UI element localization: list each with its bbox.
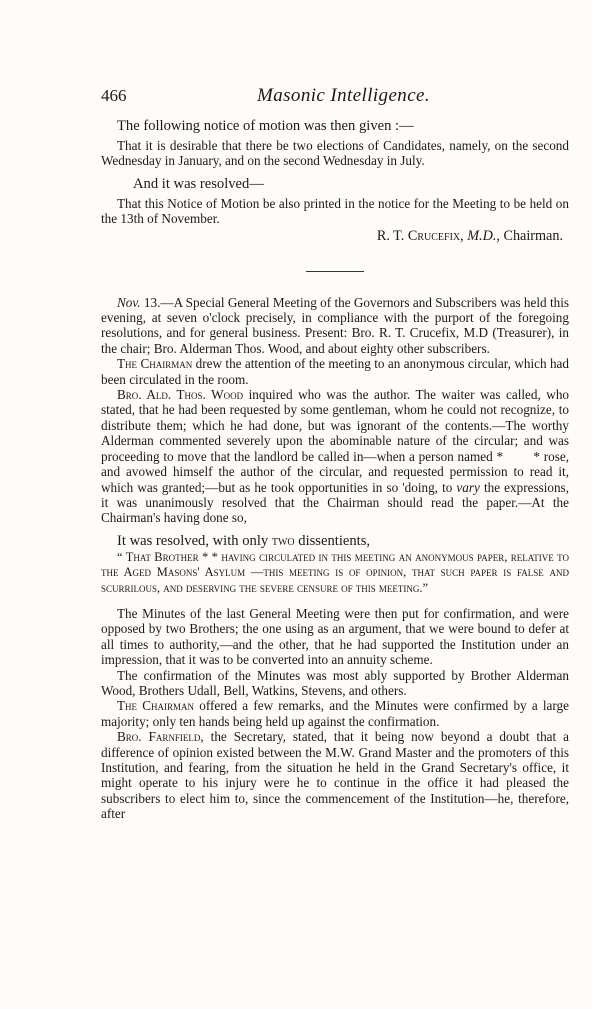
text-body xyxy=(101,117,569,822)
resolved-two-paragraph xyxy=(101,532,569,550)
page-number: 466 xyxy=(101,86,127,105)
wood-emphasis: vary xyxy=(456,479,480,495)
chairman2-lead: The Chairman xyxy=(117,698,195,714)
confirmation-paragraph: The confirmation of the Minutes was most ably supported by Brother Alderman Wood, Brothers Udall, Bell, Watkins, Stevens, and others. xyxy=(101,667,569,698)
running-title: Masonic Intelligence. xyxy=(257,85,431,106)
farnfield-text: the Secretary, stated, that it being now beyond a doubt that a difference of opinion existed between the M.W. Grand Master and the promoters of this Institution, and fearing, from the situation he held in the Grand Secretary's office, it might operate to his injury were he to continue in the office it had pleased the subscribers to elect him to, since the commencement of the Institution—he, therefore, after xyxy=(101,729,570,822)
meeting-date: Nov. xyxy=(117,294,141,310)
section-divider xyxy=(306,271,364,272)
meeting-text: 13.—A Special General Meeting of the Governors and Subscribers was held this evening, at seven o'clock precisely, in compliance with the purport of the foregoing resolutions, and for general business. Present: Bro. R. T. Crucefix, M.D (Treasurer), in the chair; Bro. Alderman Thos. Wood, and about eighty other subscribers. xyxy=(101,294,569,356)
notice-intro: The following notice of motion was then given :— xyxy=(117,118,414,134)
chairman-paragraph xyxy=(101,356,569,387)
chairman2-text: offered a few remarks, and the Minutes were confirmed by a large majority; only ten hands being held up against the confirmation. xyxy=(101,698,569,729)
farnfield-lead: Bro. Farnfield, xyxy=(117,729,204,745)
signature-name: R. T. Crucefix, xyxy=(376,227,464,244)
resolved-intro: And it was resolved— xyxy=(133,175,264,192)
wood-stars: * * xyxy=(496,448,540,464)
wood-text-2: rose, and avowed himself the author of the circular, and requested permission to read it, which was granted;—but as he took opportunities in so 'doing, to xyxy=(101,448,570,495)
signature-degree: M.D., xyxy=(467,227,500,244)
wood-paragraph xyxy=(101,387,569,526)
minutes-paragraph: The Minutes of the last General Meeting were then put for confirmation, and were opposed by two Brothers; the one using as an argument, that we were bound to defer at all times to authority,—and the other, that he had supported the Institution under an impression, that it was to be converted into an annuity scheme. xyxy=(101,605,569,668)
wood-text-1: inquired who was the author. The waiter was called, who stated, that he had been requested by some gentleman, whom he could not recognize, to distribute them; which he had done, but was ignorant of the contents.—The worthy Alderman commented severely upon the abominable nature of the circular; and was proceeding to move that the landlord be called in—when a person named xyxy=(101,387,570,464)
meeting-paragraph xyxy=(101,295,569,357)
resolved-two-pre: It was resolved, with only xyxy=(117,532,269,549)
wood-text-3: the expressions, it was unanimously resolved that the Chairman should read the paper.—At the Chairman's having done so, xyxy=(101,479,569,526)
chairman-lead: The Chairman xyxy=(117,356,193,372)
resolved-two-sc: two xyxy=(271,532,295,549)
resolved-paragraph: That this Notice of Motion be also printed in the notice for the Meeting to be held on the 13th of November. xyxy=(101,195,569,227)
farnfield-paragraph xyxy=(101,729,569,821)
signature-title: Chairman. xyxy=(503,227,563,244)
resolution-quote: “ That Brother * * having circulated in this meeting an anonymous paper, relative to the Aged Masons' Asylum —this meeting is of opinion, that such paper is false and scurrilous, and deserving the severe censure of this meeting.” xyxy=(101,549,569,595)
chairman-signature xyxy=(101,227,569,245)
resolved-two-post: dissentients, xyxy=(298,532,371,549)
chairman-remarks-paragraph xyxy=(101,698,569,729)
notice-paragraph: That it is desirable that there be two elections of Candidates, namely, on the second Wednesday in January, and on the second Wednesday in July. xyxy=(101,138,569,169)
wood-lead: Bro. Ald. Thos. Wood xyxy=(117,387,244,403)
page-header xyxy=(101,86,569,110)
chairman-text: drew the attention of the meeting to an anonymous circular, which had been circulated in the room. xyxy=(101,356,569,387)
